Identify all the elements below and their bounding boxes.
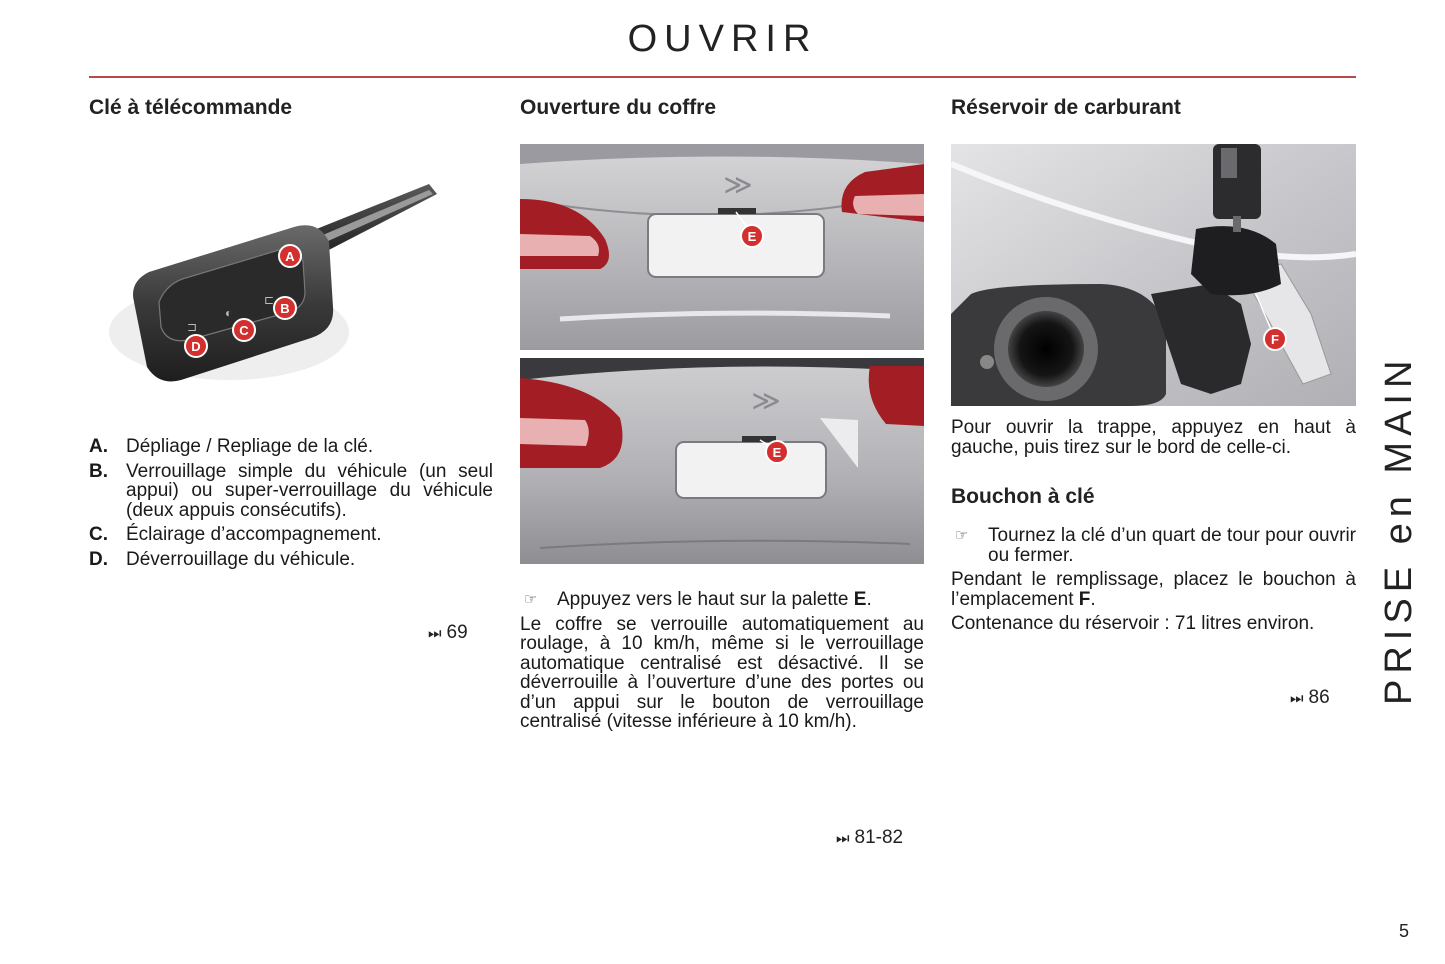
hand-pointing-icon: ☞ <box>955 527 969 544</box>
fuel-flap-paragraph: Pour ouvrir la trappe, appuyez en haut à gauche, puis tirez sur le bord de celle-ci. <box>951 417 1356 458</box>
instruction-bullet: ☞ Tournez la clé d’un quart de tour pour ouvrir ou fermer. <box>951 526 1356 565</box>
callout-a <box>279 245 301 267</box>
skip-forward-icon: ⏭ <box>1290 690 1304 707</box>
svg-text:E: E <box>747 229 757 244</box>
skip-forward-icon: ⏭ <box>428 625 442 642</box>
svg-text:F: F <box>1271 332 1279 347</box>
callout-b <box>274 297 296 319</box>
chevron-logo-icon: ≫ <box>723 169 753 200</box>
trunk-figure-top <box>520 144 924 350</box>
column-remote-key <box>89 96 493 574</box>
section-heading-remote-key: Clé à télécommande <box>89 96 293 119</box>
callout-c <box>233 319 255 341</box>
section-heading-fuel-tank: Réservoir de carburant <box>951 96 1181 119</box>
callout-d <box>185 335 207 357</box>
refuel-paragraph: Pendant le remplissage, placez le bouchon à l’emplacement F. <box>951 569 1356 610</box>
unlock-glyph-icon: ⊐ <box>187 320 198 334</box>
hand-pointing-icon: ☞ <box>524 591 538 608</box>
page-number: 5 <box>1399 921 1410 941</box>
chapter-side-label: PRISE en MAIN <box>1378 354 1420 705</box>
remote-key-figure <box>89 132 493 422</box>
fuel-tank-figure <box>951 144 1356 406</box>
title-rule <box>89 76 1356 78</box>
trunk-figure-bottom <box>520 358 924 564</box>
section-heading-trunk: Ouverture du coffre <box>520 96 717 119</box>
skip-forward-icon: ⏭ <box>836 830 850 847</box>
chevron-logo-icon: ≫ <box>751 385 781 416</box>
trunk-paragraph: Le coffre se verrouille automatiquement au roulage, à 10 km/h, même si le verrouillage automatique centralisé est désactivé. Il se déverrouille à l’ouverture d’une des portes ou d’un appui sur le bouton de verrouillage centralisé (vitesse inférieure à 10 km/h). <box>520 613 924 732</box>
lock-glyph-icon: ⊏ <box>264 293 275 307</box>
legend-item: D. Déverrouillage du véhicule. <box>89 548 356 570</box>
legend-item: C. Éclairage d’accompagnement. <box>89 524 382 545</box>
column-trunk <box>520 96 924 732</box>
page-reference-link[interactable]: ⏭ 81-82 <box>836 827 904 848</box>
instruction-bullet: ☞ Appuyez vers le haut sur la palette E. <box>520 590 924 610</box>
svg-text:C: C <box>239 323 249 338</box>
legend-item: A. Dépliage / Repliage de la clé. <box>89 436 374 457</box>
svg-text:D: D <box>191 339 201 354</box>
svg-text:B: B <box>280 301 290 316</box>
legend-item: B. Verrouillage simple du véhicule (un seul appui) ou super-verrouillage du véhicule (deux appuis consécutifs). <box>89 460 493 521</box>
button-legend-list <box>89 437 493 569</box>
page-title: OUVRIR <box>627 18 818 60</box>
capacity-paragraph: Contenance du réservoir : 71 litres environ. <box>951 613 1315 634</box>
svg-text:A: A <box>285 249 295 264</box>
column-fuel-tank <box>951 96 1356 634</box>
section-heading-key-cap: Bouchon à clé <box>951 485 1095 508</box>
light-glyph-icon: ◐ <box>225 306 233 320</box>
page-reference-link[interactable]: ⏭ 69 <box>428 622 468 643</box>
page-reference-link[interactable]: ⏭ 86 <box>1290 687 1330 708</box>
svg-text:E: E <box>772 445 782 460</box>
